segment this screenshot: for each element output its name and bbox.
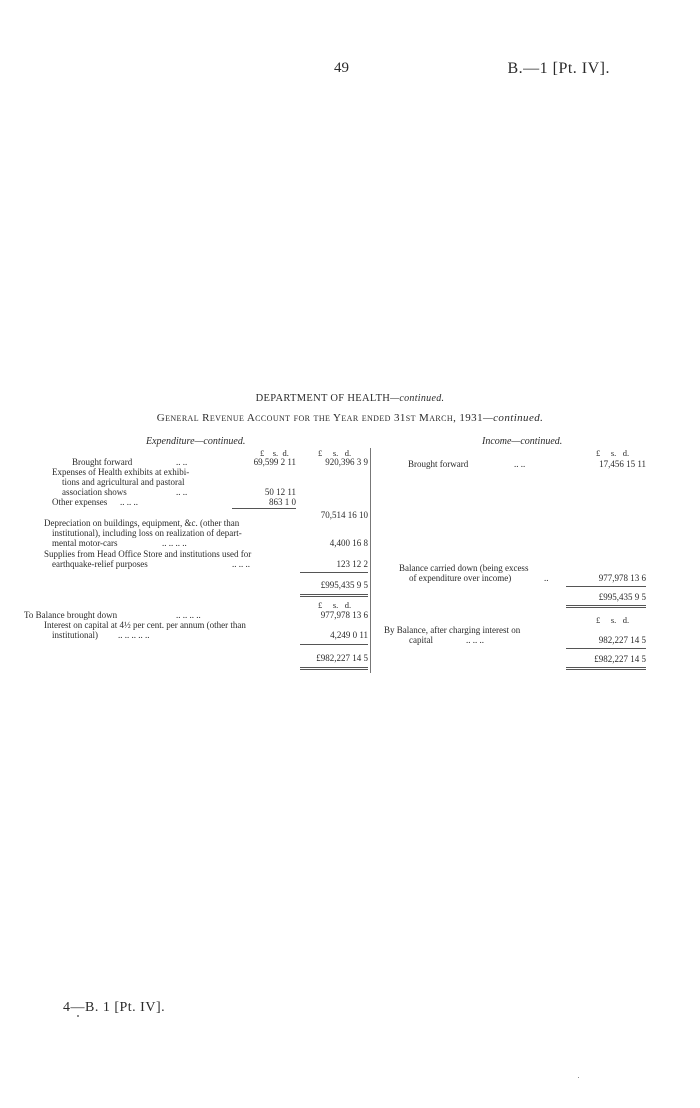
exp-grand-total-rule: [300, 644, 368, 645]
exp-total-double-rule-1: [300, 594, 368, 595]
exp-balance-brought-down-b: 977,978 13 6: [320, 610, 368, 620]
income-col-headers-2: [596, 615, 646, 625]
income-heading: Income—continued.: [482, 436, 563, 447]
department-suffix: —continued.: [390, 393, 445, 404]
exp-subtotal: 70,514 16 10: [320, 510, 368, 520]
col-shillings: s.: [610, 615, 617, 625]
col-pence: d.: [344, 448, 352, 458]
inc-total-double-rule-1: [566, 605, 646, 606]
account-name: General Revenue Account for the Year ended 31st March, 1931: [156, 412, 483, 424]
inc-by-balance-leader: .. .. ..: [466, 635, 484, 645]
subtotal-rule: [232, 508, 296, 509]
exp-total-rule: [300, 572, 368, 573]
exp-exhibits-line1: Expenses of Health exhibits at exhibi-: [52, 467, 190, 477]
exp-interest-leader: .. .. .. .. ..: [118, 630, 150, 640]
col-pence: d.: [282, 448, 289, 458]
exp-brought-forward-b: 920,396 3 9: [325, 457, 368, 467]
expenditure-heading: Expenditure—continued.: [146, 436, 246, 447]
exp-grand-total-double-rule-1: [300, 667, 368, 668]
exp-total-double-rule-2: [300, 596, 368, 597]
exp-total: £995,435 9 5: [320, 580, 368, 590]
col-pound: £: [596, 615, 601, 625]
inc-by-balance-value: 982,227 14 5: [598, 635, 646, 645]
column-divider: [370, 448, 371, 673]
income-col-headers: [596, 448, 646, 458]
exp-brought-forward-label: Brought forward: [72, 457, 133, 467]
exp-exhibits-line2: tions and agricultural and pastoral: [62, 477, 185, 487]
department-title: [0, 393, 700, 404]
ink-speck: [578, 1077, 579, 1078]
exp-interest-line1: Interest on capital at 4½ per cent. per annum (other than: [44, 620, 246, 630]
inc-grand-total: £982,227 14 5: [594, 654, 646, 664]
exp-grand-total-double-rule-2: [300, 669, 368, 670]
inc-grand-total-double-rule-2: [566, 669, 646, 670]
inc-balance-carried-line1: Balance carried down (being excess: [399, 563, 529, 573]
exp-depreciation-line3: mental motor-cars: [52, 538, 118, 548]
exp-depreciation-line2: institutional), including loss on realization of depart-: [52, 528, 242, 538]
col-pound: £: [596, 448, 601, 458]
col-shillings: s.: [272, 448, 279, 458]
inc-balance-carried-value: 977,978 13 6: [598, 573, 646, 583]
footer-signature: 4—B. 1 [Pt. IV].: [63, 1000, 166, 1015]
exp-supplies-line1: Supplies from Head Office Store and institutions used for: [44, 549, 252, 559]
inc-total-rule: [566, 586, 646, 587]
col-pound: £: [318, 448, 323, 458]
exp-depreciation-line1: Depreciation on buildings, equipment, &c. (other than: [44, 518, 240, 528]
account-title: [0, 412, 700, 424]
col-shillings: s.: [332, 448, 339, 458]
ink-speck: [77, 1015, 79, 1017]
exp-brought-forward-leader: .. ..: [176, 457, 188, 467]
inc-balance-carried-line2: of expenditure over income): [409, 573, 512, 583]
inc-by-balance-line2: capital: [409, 635, 433, 645]
inc-brought-forward-value: 17,456 15 11: [599, 459, 646, 469]
page-number: 49: [334, 60, 349, 76]
exp-balance-brought-down-label: To Balance brought down: [24, 610, 118, 620]
inc-brought-forward-label: Brought forward: [408, 459, 469, 469]
inc-total: £995,435 9 5: [598, 592, 646, 602]
inc-total-double-rule-2: [566, 607, 646, 608]
exp-depreciation-b: 4,400 16 8: [329, 538, 368, 548]
document-reference: B.—1 [Pt. IV].: [507, 60, 610, 77]
col-pound: £: [318, 600, 323, 610]
exp-supplies-line2: earthquake-relief purposes: [52, 559, 148, 569]
inc-grand-total-rule: [566, 648, 646, 649]
col-shillings: s.: [332, 600, 339, 610]
col-pence: d.: [622, 615, 630, 625]
exp-depreciation-leader: .. .. .. ..: [162, 538, 187, 548]
col-pound: £: [260, 448, 265, 458]
exp-grand-total: £982,227 14 5: [316, 653, 368, 663]
account-suffix: —continued.: [482, 412, 544, 424]
exp-supplies-leader: .. .. ..: [232, 559, 250, 569]
col-shillings: s.: [610, 448, 617, 458]
exp-exhibits-line3: association shows: [62, 487, 127, 497]
expenditure-col-headers-c: [318, 600, 368, 610]
exp-exhibits-leader: .. ..: [176, 487, 188, 497]
exp-interest-b: 4,249 0 11: [330, 630, 368, 640]
exp-brought-forward-a: 69,599 2 11: [253, 457, 296, 467]
exp-interest-line2: institutional): [52, 630, 98, 640]
inc-grand-total-double-rule-1: [566, 667, 646, 668]
inc-brought-forward-leader: .. ..: [514, 459, 526, 469]
exp-other-leader: .. .. ..: [120, 497, 138, 507]
col-pence: d.: [344, 600, 352, 610]
exp-other-label: Other expenses: [52, 497, 108, 507]
exp-exhibits-a: 50 12 11: [264, 487, 296, 497]
col-pence: d.: [622, 448, 630, 458]
exp-other-a: 863 1 0: [269, 497, 296, 507]
exp-supplies-b: 123 12 2: [336, 559, 368, 569]
inc-by-balance-line1: By Balance, after charging interest on: [384, 625, 521, 635]
exp-balance-brought-down-leader: .. .. .. ..: [176, 610, 201, 620]
inc-balance-carried-leader: ..: [544, 573, 549, 583]
department-name: DEPARTMENT OF HEALTH: [255, 393, 391, 404]
